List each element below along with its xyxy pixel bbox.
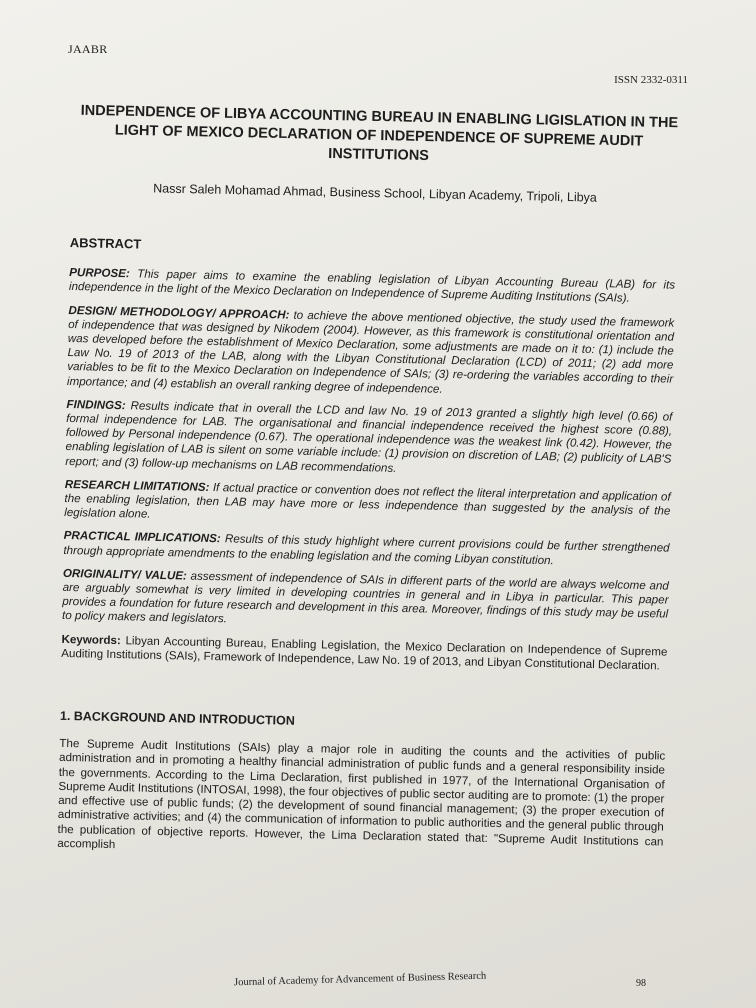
abstract-heading: ABSTRACT (69, 235, 142, 252)
journal-footer: Journal of Academy for Advancement of Business Research (233, 970, 487, 989)
section-label: RESEARCH LIMITATIONS: (64, 477, 210, 494)
abstract-findings (65, 398, 672, 482)
section-text: If actual practice or convention does not reflect the literal interpretation and application of the enabling legislation, then LAB may have more or less independence than suggested by the analysis of the legislation alone. (64, 480, 671, 521)
keywords (61, 633, 667, 674)
abstract-purpose (69, 266, 675, 307)
section-text: This paper aims to examine the enabling legislation of Libyan Accounting Bureau (LAB) for its independence in the light of the Mexico Declaration on Independence of Supreme Auditing Institutions (SAIs). (68, 267, 676, 306)
section-text: Results of this study highlight where current provisions could be further strengthened through appropriate amendments to the enabling legislation and the coming Libyan constitution. (63, 532, 670, 567)
section-text: Results indicate that in overall the LCD and law No. 19 of 2013 granted a slightly high level (0.66) of formal independence for LAB. The organisational and financial independence received the highest score (0.88), followed by Personal independence (0.67). The operational independence was the weakest link (0.42). However, the enabling legislation of LAB is silent on some variable include: (1) provision on discretion of LAB; (2) publicity of LAB'S report; and (3) follow-up mechanisms on LAB recommendations. (65, 399, 673, 475)
abstract-methodology (67, 304, 675, 402)
keywords-text: Libyan Accounting Bureau, Enabling Legislation, the Mexico Declaration on Independence of Supreme Auditing Institutions (SAIs), Framework of Independence, Law No. 19 of 2013, and Libyan Constitutional Declaration. (61, 633, 668, 673)
section-label: PRACTICAL IMPLICATIONS: (63, 529, 221, 546)
abstract-limitations (64, 478, 671, 533)
paper-title: INDEPENDENCE OF LIBYA ACCOUNTING BUREAU IN ENABLING LIGISLATION IN THE LIGHT OF MEXICO DECLARATION OF INDEPENDENCE OF SUPREME AUDIT INSTITUTIONS (80, 102, 679, 165)
paper-body (57, 236, 676, 863)
section-label: DESIGN/ METHODOLOGY/ APPROACH: (68, 303, 290, 322)
section-text: to achieve the above mentioned objective, the study used the framework of independence that was designed by Nikodem (2004). However, as this framework is constitutional orientation and was developed before the establishment of Mexico Declaration, some adjustments are made on it to: (1) include the Law No. 19 of 2013 of the LAB, along with the Libyan Constitutional Declaration (LCD) of 2011; (2) add more variables to be fit to the Mexico Declaration on Independence of SAIs; (3) re-ordering the variables according to their importance; and (4) establish an overall ranking degree of independence. (66, 308, 675, 396)
keywords-label: Keywords: (61, 632, 121, 647)
abstract-implications (63, 529, 669, 570)
section-label: PURPOSE: (69, 266, 130, 281)
abstract-originality (62, 567, 669, 636)
author-line: Nassr Saleh Mohamad Ahmad, Business School, Libyan Academy, Tripoli, Libya (153, 181, 597, 205)
introduction-paragraph: The Supreme Audit Institutions (SAIs) play a major role in auditing the counts and the activities of public administration and in promoting a healthy financial administration of public funds and a general responsibility inside the governments. According to the Lima Declaration, first published in 1977, of the International Organisation of Supreme Audit Institutions (INTOSAI, 1998), the four objectives of public sector auditing are to promote: (1) the proper and effective use of public funds; (2) the development of sound financial management; (3) the proper execution of administrative activities; and (4) the communication of information to public authorities and the general public through the publication of objective reports. However, the Lima Declaration stated that: "Supreme Audit Institutions can accomplish (57, 737, 666, 851)
section-label: FINDINGS: (66, 397, 126, 413)
section-label: ORIGINALITY/ VALUE: (62, 566, 188, 583)
journal-abbreviation: JAABR (68, 42, 108, 56)
issn-number: ISSN 2332-0311 (614, 74, 688, 86)
page-number: 98 (636, 978, 646, 989)
introduction-heading: 1. BACKGROUND AND INTRODUCTION (59, 708, 295, 728)
section-text: assessment of independence of SAIs in different parts of the world are always welcome and are arguably somewhat is very limited in developing countries in general and in Libya in particular. This paper provides a foundation for future research and development in this area. Moreover, findings of this study may be useful to policy makers and legislators. (61, 569, 669, 626)
